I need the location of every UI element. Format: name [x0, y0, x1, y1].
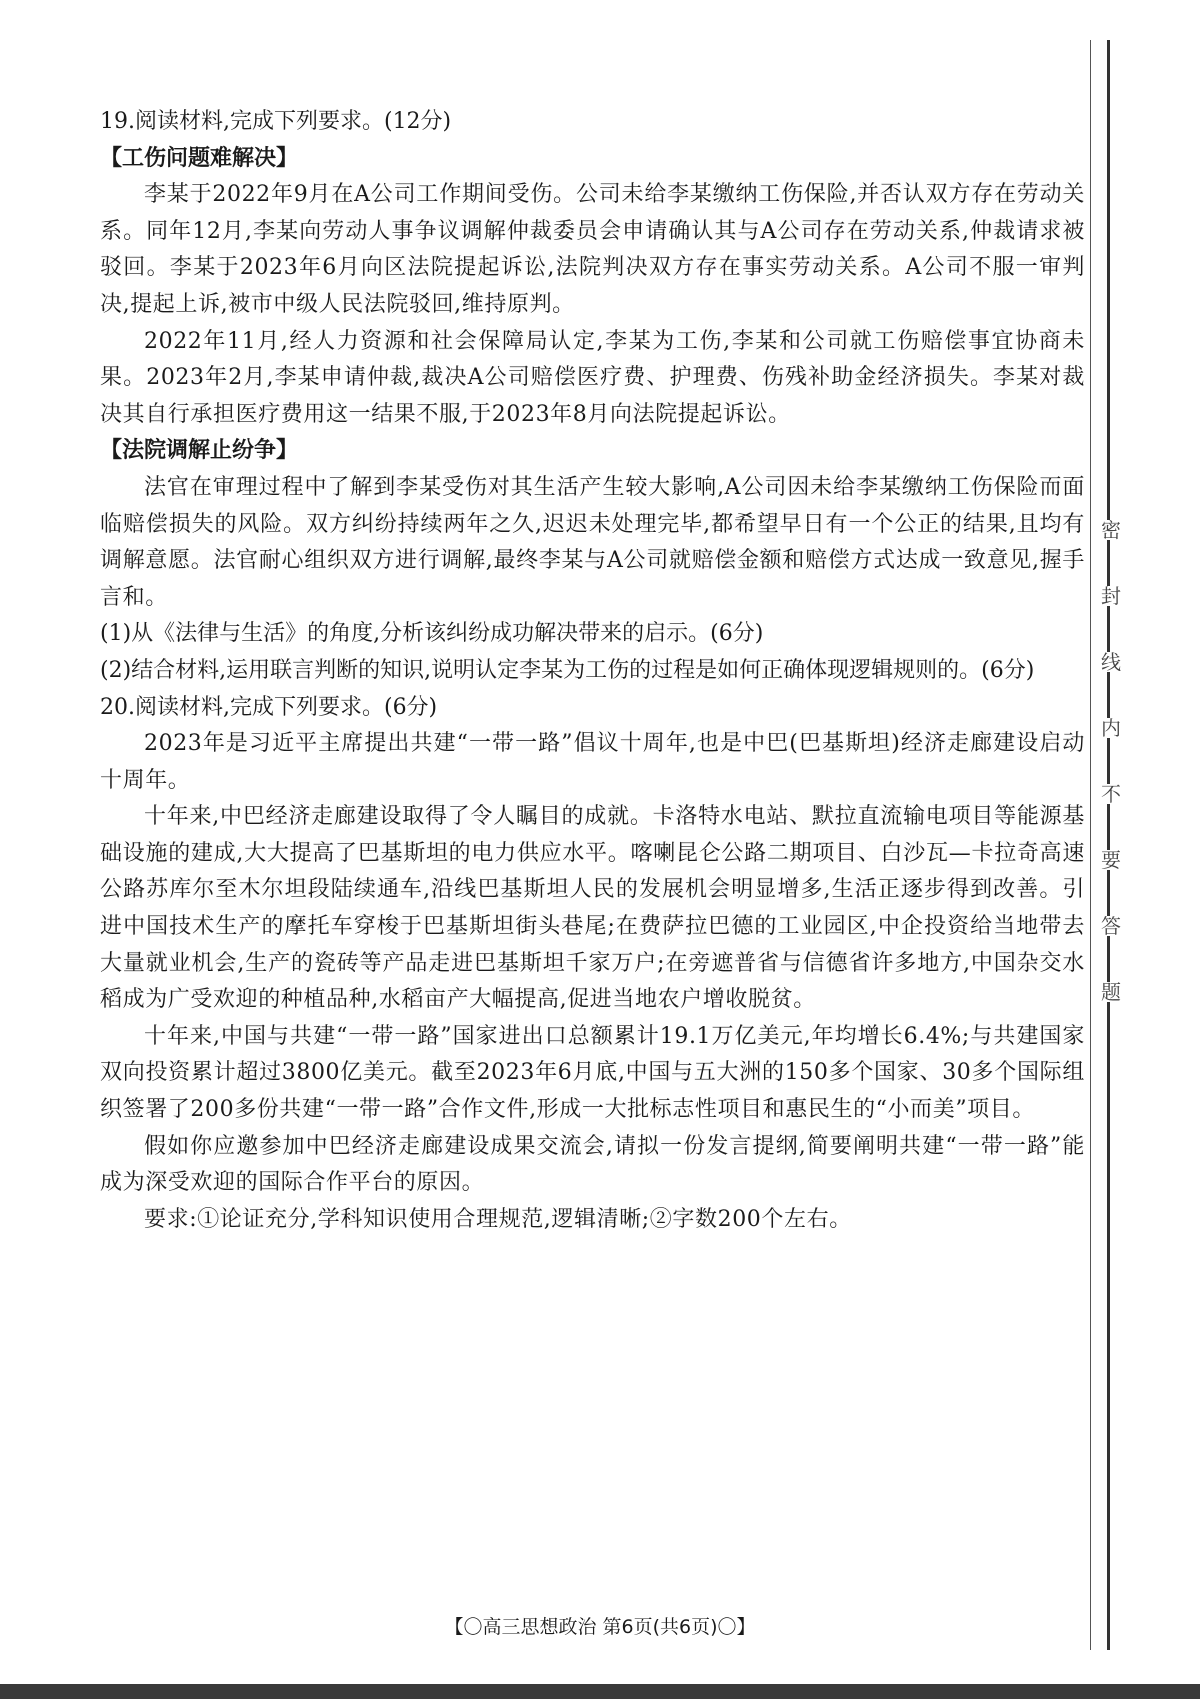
seal-char: 封: [1094, 586, 1128, 606]
seal-line-inner: [1090, 40, 1091, 1650]
material-paragraph: 法官在审理过程中了解到李某受伤对其生活产生较大影响,A公司因未给李某缴纳工伤保险而面临赔偿损失的风险。双方纠纷持续两年之久,迟迟未处理完毕,都希望早日有一个公正的结果,且均有调解意愿。法官耐心组织双方进行调解,最终李某与A公司就赔偿金额和赔偿方式达成一致意见,握手言和。: [100, 474, 1085, 610]
question-20-title: 20.阅读材料,完成下列要求。(6分): [100, 694, 438, 720]
sub-question-1: (1)从《法律与生活》的角度,分析该纠纷成功解决带来的启示。(6分): [100, 621, 764, 647]
page-footer: 【〇高三思想政治 第6页(共6页)〇】: [444, 1616, 756, 1638]
material-paragraph: 李某于2022年9月在A公司工作期间受伤。公司未给李某缴纳工伤保险,并否认双方存在劳动关系。同年12月,李某向劳动人事争议调解仲裁委员会申请确认其与A公司存在劳动关系,仲裁请求被驳回。李某于2023年6月向区法院提起诉讼,法院判决双方存在事实劳动关系。A公司不服一审判决,提起上诉,被市中级人民法院驳回,维持原判。: [100, 182, 1085, 317]
questions-area: [100, 104, 1085, 1238]
material-paragraph: 十年来,中巴经济走廊建设取得了令人瞩目的成就。卡洛特水电站、默拉直流输电项目等能源基础设施的建成,大大提高了巴基斯坦的电力供应水平。喀喇昆仑公路二期项目、白沙瓦—卡拉奇高速公路苏库尔至木尔坦段陆续通车,沿线巴基斯坦人民的发展机会明显增多,生活正逐步得到改善。引进中国技术生产的摩托车穿梭于巴基斯坦街头巷尾;在费萨拉巴德的工业园区,中企投资给当地带去大量就业机会,生产的瓷砖等产品走进巴基斯坦千家万户;在旁遮普省与信德省许多地方,中国杂交水稻成为广受欢迎的种植品种,水稻亩产大幅提高,促进当地农户增收脱贫。: [100, 804, 1085, 1013]
material-paragraph: 十年来,中国与共建“一带一路”国家进出口总额累计19.1万亿美元,年均增长6.4%;与共建国家双向投资累计超过3800亿美元。截至2023年6月底,中国与五大洲的150多个国家、30多个国际组织签署了200多份共建“一带一路”合作文件,形成一大批标志性项目和惠民生的“小而美”项目。: [100, 1023, 1085, 1123]
question-19-title: 19.阅读材料,完成下列要求。(12分): [100, 109, 452, 134]
section-heading-work-injury: 【工伤问题难解决】: [100, 145, 299, 171]
task-requirements: 要求:①论证充分,学科知识使用合理规范,逻辑清晰;②字数200个左右。: [144, 1206, 852, 1232]
section-heading-court-mediation: 【法院调解止纷争】: [100, 438, 299, 464]
material-paragraph: 2023年是习近平主席提出共建“一带一路”倡议十周年,也是中巴(巴基斯坦)经济走廊建设启动十周年。: [100, 731, 1085, 793]
seal-char: 内: [1094, 718, 1128, 738]
seal-char: 不: [1094, 784, 1128, 804]
task-prompt: 假如你应邀参加中巴经济走廊建设成果交流会,请拟一份发言提纲,简要阐明共建“一带一路”能成为深受欢迎的国际合作平台的原因。: [100, 1133, 1085, 1196]
seal-char: 密: [1094, 520, 1128, 540]
material-paragraph: 2022年11月,经人力资源和社会保障局认定,李某为工伤,李某和公司就工伤赔偿事宜协商未果。2023年2月,李某申请仲裁,裁决A公司赔偿医疗费、护理费、伤残补助金经济损失。李某对裁决其自行承担医疗费用这一结果不服,于2023年8月向法院提起诉讼。: [100, 328, 1085, 427]
sub-question-2: (2)结合材料,运用联言判断的知识,说明认定李某为工伤的过程是如何正确体现逻辑规则的。(6分): [100, 657, 1035, 683]
scan-bottom-edge: [0, 1684, 1200, 1699]
seal-char: 线: [1094, 652, 1128, 672]
seal-char: 要: [1094, 850, 1128, 870]
seal-char: 题: [1094, 982, 1128, 1002]
seal-notice: [1094, 520, 1128, 1048]
seal-char: 答: [1094, 916, 1128, 936]
